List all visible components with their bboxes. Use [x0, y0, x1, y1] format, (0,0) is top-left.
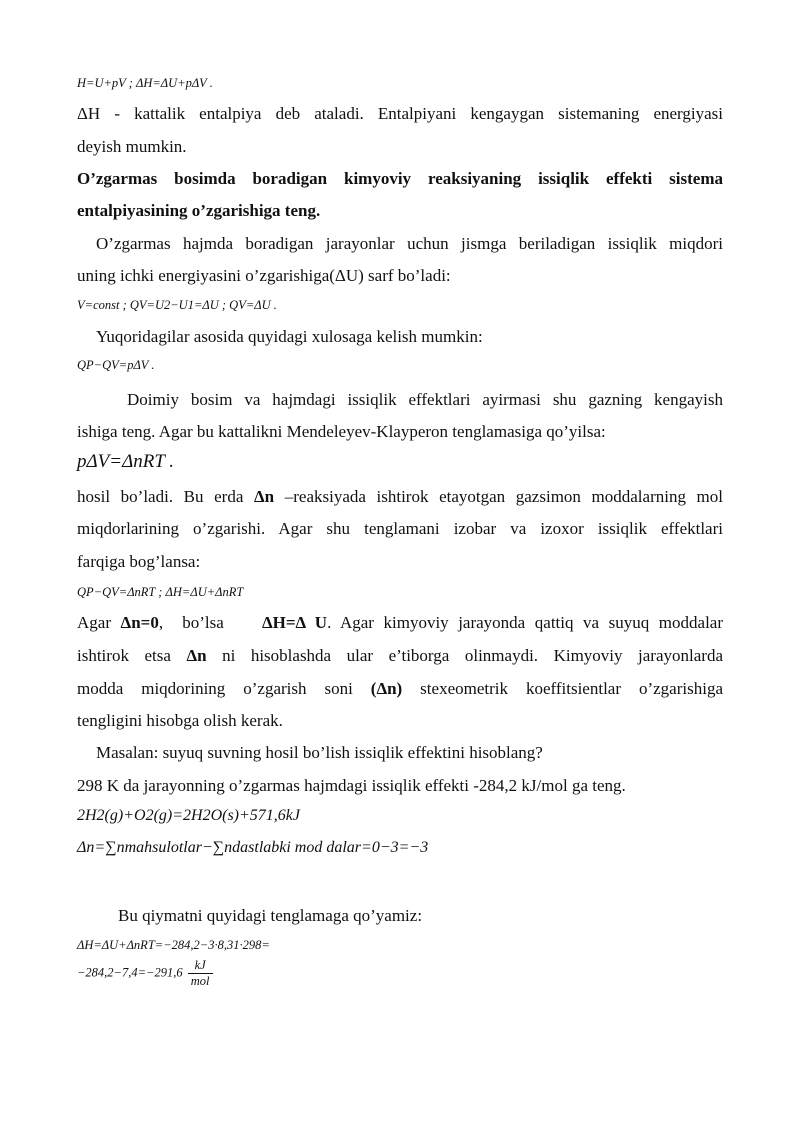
calculation-line: ΔH=ΔU+ΔnRT=−284,2−3·8,31·298= — [77, 938, 270, 952]
paragraph-line: Masalan: suyuq suvning hosil bo’lish issiqlik effektini hisoblang? — [96, 743, 543, 762]
paragraph-line: modda miqdorining o’zgarish soni (Δn) stexeometrik koeffitsientlar o’zgarishiga — [77, 679, 723, 698]
formula-mendeleev: pΔV=ΔnRT . — [77, 451, 175, 472]
paragraph-line: tengligini hisobga olish kerak. — [77, 711, 283, 730]
unit-fraction: $\frac{kJ}{\text{mol}}$ — [188, 958, 213, 989]
paragraph-line: Doimiy bosim va hajmdagi issiqlik effektlari ayirmasi shu gazning kengayish — [127, 390, 723, 409]
paragraph-line: Yuqoridagilar asosida quyidagi xulosaga kelish mumkin: — [96, 327, 483, 346]
formula-isochoric: V=const ; QV=U2−U1=ΔU ; QV=ΔU . — [77, 298, 277, 312]
formula-delta-n: Δn=∑nmahsulotlar−∑ndastlabki mod dalar=0−3=−3 — [77, 839, 429, 856]
paragraph-line: O’zgarmas hajmda boradigan jarayonlar uchun jismga beriladigan issiqlik miqdori — [96, 234, 723, 253]
paragraph-line: ishtirok etsa Δn ni hisoblashda ular e’tiborga olinmaydi. Kimyoviy jarayonlarda — [77, 646, 723, 665]
formula-qp-qv: QP−QV=pΔV . — [77, 358, 155, 372]
paragraph-line: uning ichki energiyasini o’zgarishiga(ΔU) sarf bo’ladi: — [77, 266, 451, 285]
paragraph-line: 298 K da jarayonning o’zgarmas hajmdagi issiqlik effekti -284,2 kJ/mol ga teng. — [77, 776, 626, 795]
formula-delta-h: QP−QV=ΔnRT ; ΔH=ΔU+ΔnRT — [77, 585, 244, 599]
bold-statement-line: entalpiyasining o’zgarishiga teng. — [77, 201, 321, 220]
reaction-equation: 2H2(g)+O2(g)=2H2O(s)+571,6kJ — [77, 807, 301, 824]
calculation-result: −284,2−7,4=−291,6 $\frac{kJ}{\text{mol}}$ — [77, 958, 213, 989]
paragraph-line: farqiga bog’lansa: — [77, 552, 201, 571]
paragraph-line: miqdorlarining o’zgarishi. Agar shu tenglamani izobar va izoxor issiqlik effektlari — [77, 519, 723, 538]
paragraph-line: Agar Δn=0, bo’lsa ΔH=Δ U. Agar kimyoviy jarayonda qattiq va suyuq moddalar — [77, 613, 724, 632]
bold-statement-line: O’zgarmas bosimda boradigan kimyoviy reaksiyaning issiqlik effekti sistema — [77, 169, 723, 188]
paragraph-line: ishiga teng. Agar bu kattalikni Mendeleyev-Klayperon tenglamasiga qo’yilsa: — [77, 422, 606, 441]
paragraph-line: Bu qiymatni quyidagi tenglamaga qo’yamiz: — [118, 906, 423, 925]
formula-enthalpy-definition: H=U+pV ; ΔH=ΔU+pΔV . — [77, 76, 213, 90]
paragraph-line: deyish mumkin. — [77, 137, 187, 156]
paragraph-line: ΔH - kattalik entalpiya deb ataladi. Entalpiyani kengaygan sistemaning energiyasi — [77, 104, 723, 123]
paragraph-line: hosil bo’ladi. Bu erda Δn –reaksiyada ishtirok etayotgan gazsimon moddalarning mol — [77, 487, 724, 506]
